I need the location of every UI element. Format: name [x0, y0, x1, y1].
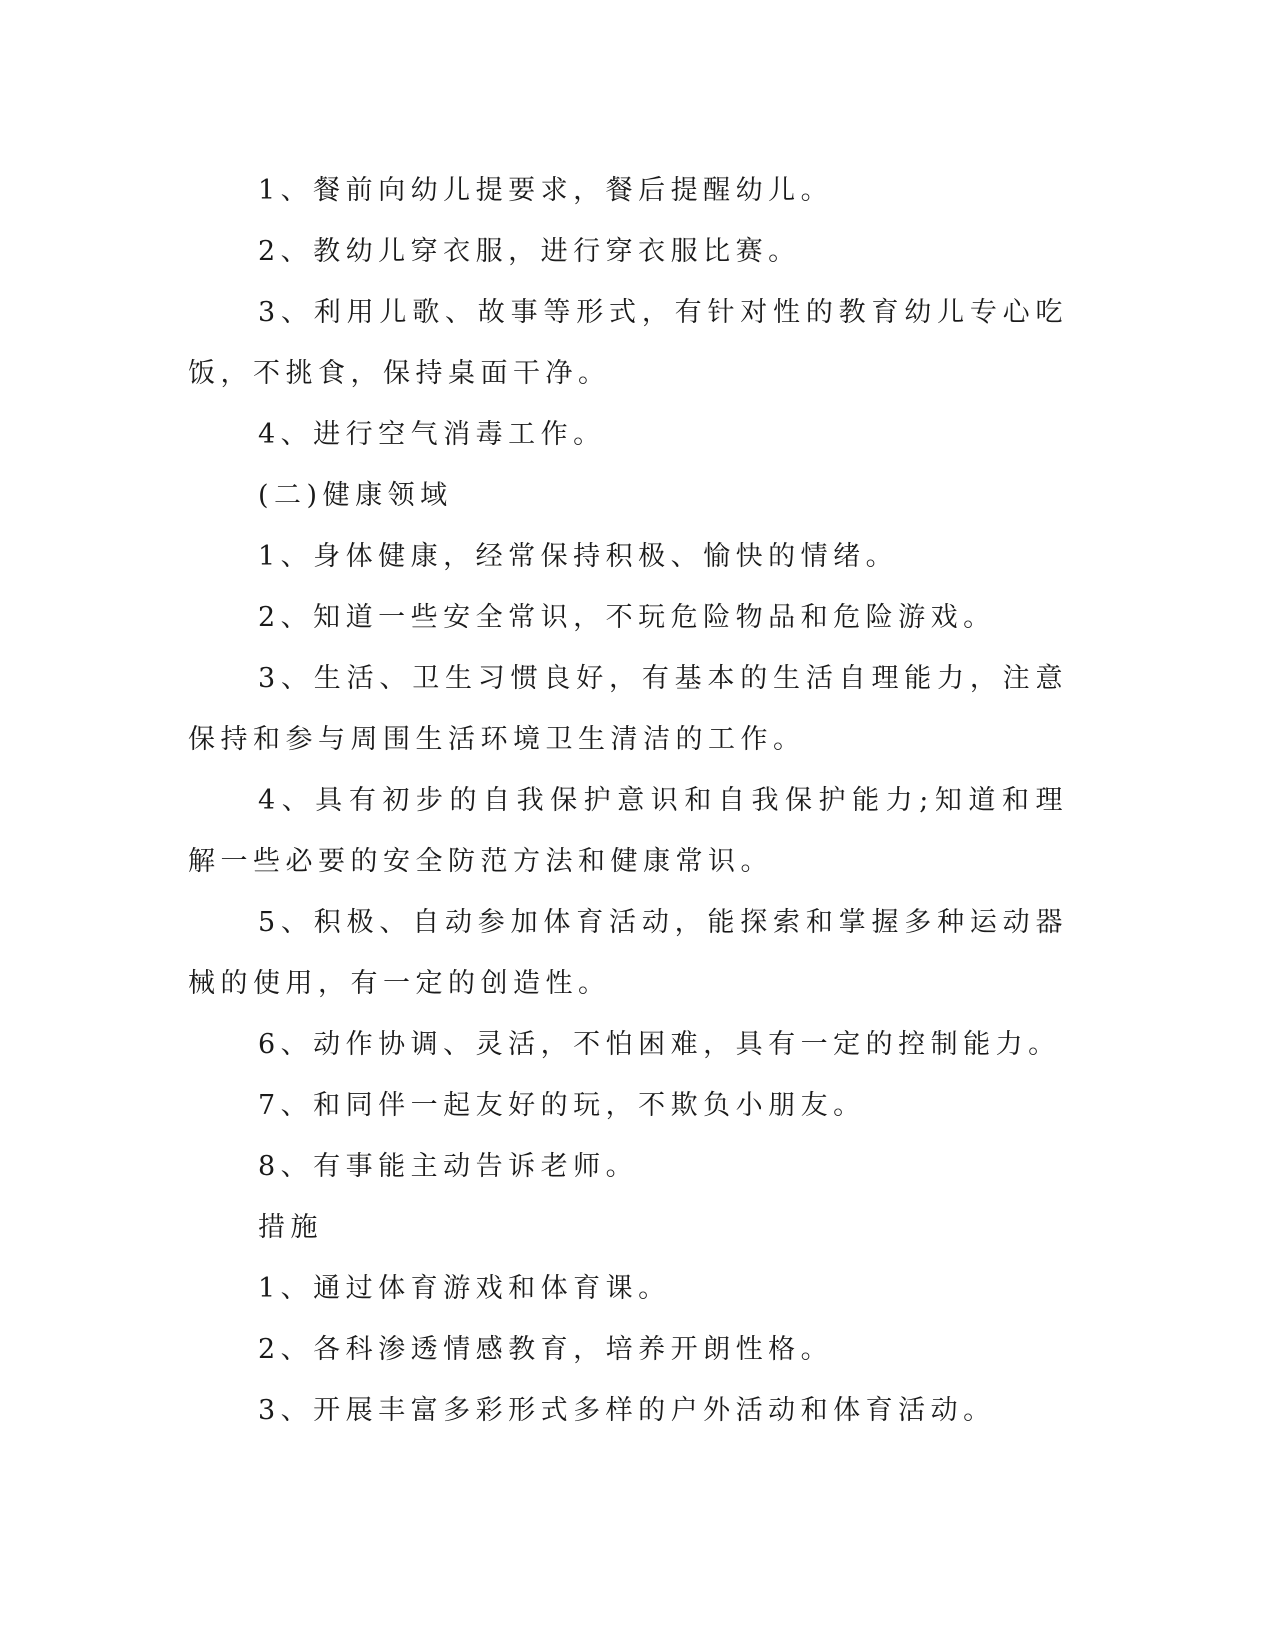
- paragraph-health-6: 6、动作协调、灵活，不怕困难，具有一定的控制能力。: [258, 1029, 1061, 1060]
- paragraph-meal-requirements: 1、餐前向幼儿提要求，餐后提醒幼儿。: [258, 175, 834, 206]
- paragraph-health-2: 2、知道一些安全常识，不玩危险物品和危险游戏。: [258, 602, 996, 633]
- paragraph-health-3: 3、生活、卫生习惯良好，有基本的生活自理能力，注意保持和参与周围生活环境卫生清洁的工作。: [188, 663, 1068, 755]
- paragraph-health-5: 5、积极、自动参加体育活动，能探索和掌握多种运动器械的使用，有一定的创造性。: [188, 907, 1068, 999]
- document-body: [188, 160, 1068, 1441]
- paragraph-health-8: 8、有事能主动告诉老师。: [258, 1151, 639, 1182]
- paragraph-measure-3: 3、开展丰富多彩形式多样的户外活动和体育活动。: [258, 1395, 996, 1426]
- paragraph-dressing-contest: 2、教幼儿穿衣服，进行穿衣服比赛。: [258, 236, 801, 267]
- paragraph-air-disinfection: 4、进行空气消毒工作。: [258, 419, 606, 450]
- paragraph-health-7: 7、和同伴一起友好的玩，不欺负小朋友。: [258, 1090, 866, 1121]
- paragraph-measure-1: 1、通过体育游戏和体育课。: [258, 1273, 671, 1304]
- paragraph-health-4: 4、具有初步的自我保护意识和自我保护能力;知道和理解一些必要的安全防范方法和健康常识。: [188, 785, 1068, 877]
- section-heading-health: (二)健康领域: [258, 480, 453, 511]
- paragraph-health-1: 1、身体健康，经常保持积极、愉快的情绪。: [258, 541, 899, 572]
- paragraph-measure-2: 2、各科渗透情感教育，培养开朗性格。: [258, 1334, 834, 1365]
- paragraph-eating-education: 3、利用儿歌、故事等形式，有针对性的教育幼儿专心吃饭，不挑食，保持桌面干净。: [188, 297, 1068, 389]
- section-heading-measures: 措施: [258, 1212, 323, 1243]
